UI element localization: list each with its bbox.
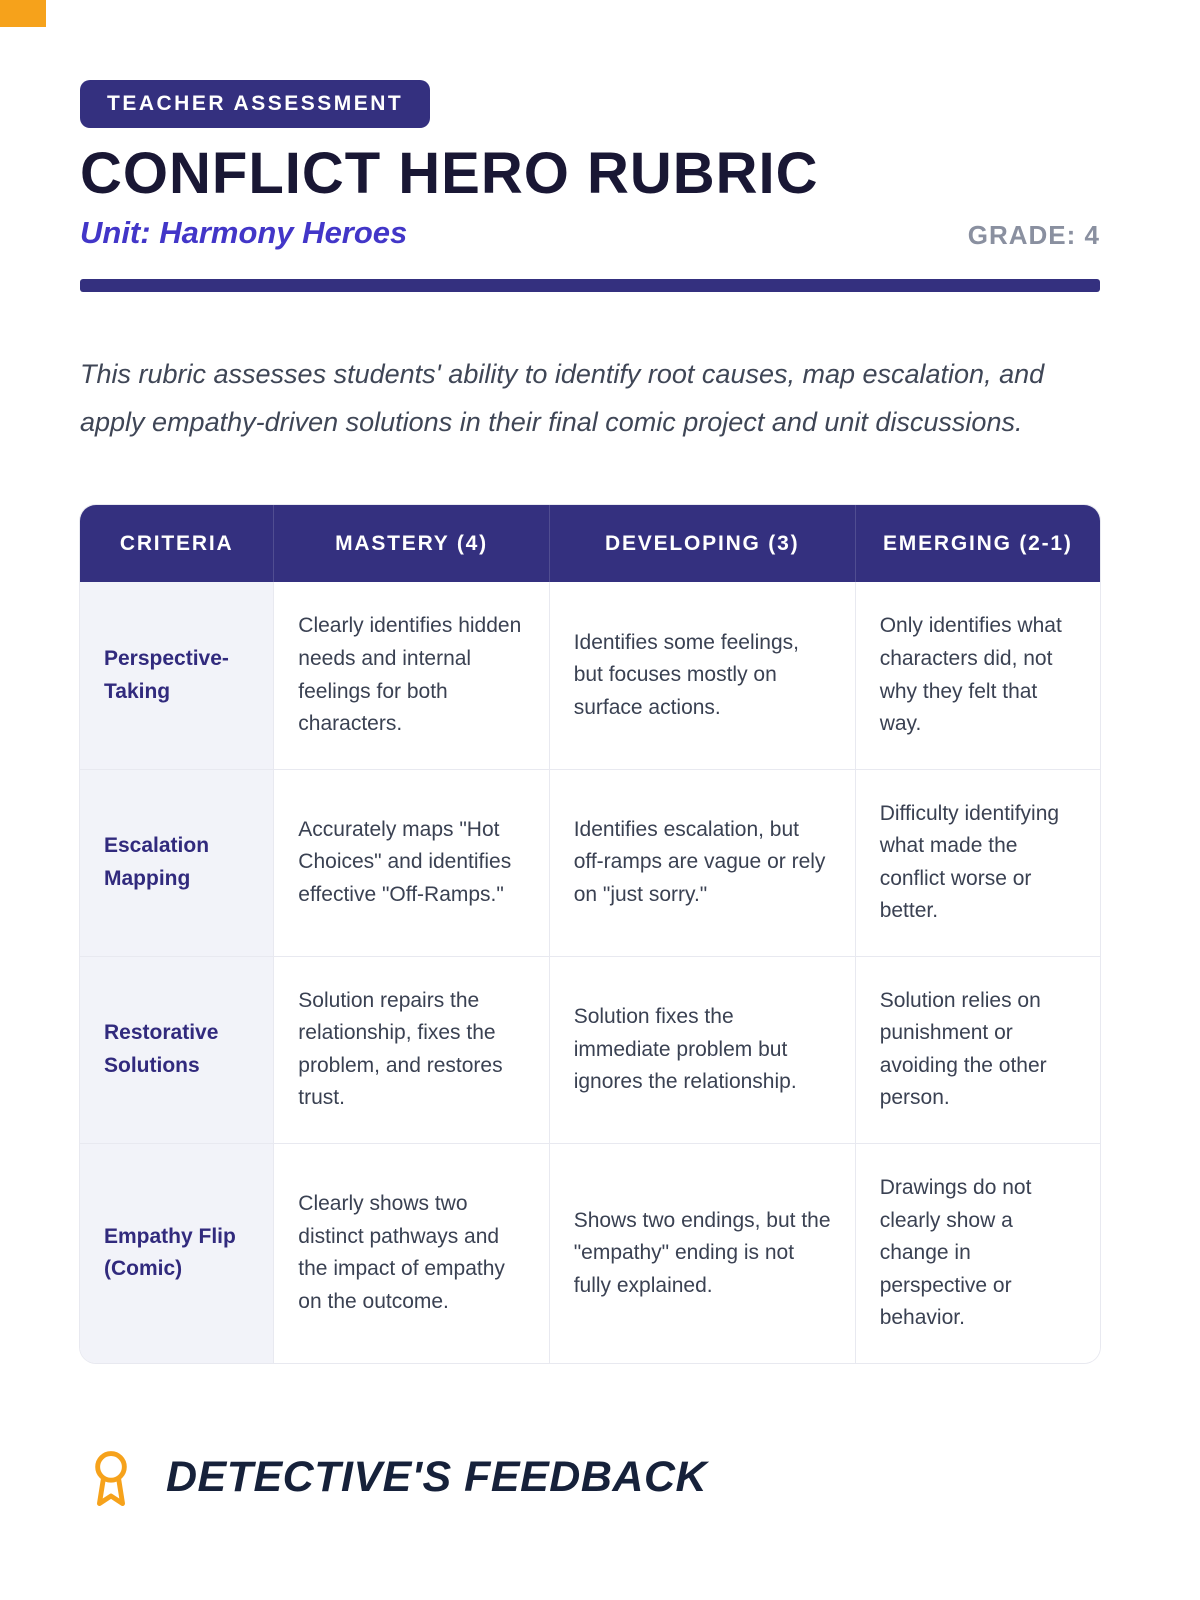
developing-cell: Identifies escalation, but off-ramps are vague or rely on "just sorry.": [549, 769, 855, 956]
table-row: [80, 769, 1100, 956]
table-header-row: [80, 505, 1100, 582]
mastery-cell: Accurately maps "Hot Choices" and identifies effective "Off-Ramps.": [274, 769, 549, 956]
subtitle-row: [80, 215, 1100, 251]
mastery-cell: Solution repairs the relationship, fixes the problem, and restores trust.: [274, 956, 549, 1143]
table-row: [80, 582, 1100, 769]
rubric-table: [80, 505, 1100, 1363]
column-header-emerging: EMERGING (2-1): [855, 505, 1100, 582]
feedback-heading: DETECTIVE'S FEEDBACK: [166, 1453, 708, 1502]
developing-cell: Shows two endings, but the "empathy" ending is not fully explained.: [549, 1144, 855, 1363]
feedback-section-header: [80, 1448, 1100, 1508]
emerging-cell: Drawings do not clearly show a change in perspective or behavior.: [855, 1144, 1100, 1363]
emerging-cell: Difficulty identifying what made the conflict worse or better.: [855, 769, 1100, 956]
column-header-criteria: CRITERIA: [80, 505, 274, 582]
mastery-cell: Clearly shows two distinct pathways and the impact of empathy on the outcome.: [274, 1144, 549, 1363]
rubric-description: This rubric assesses students' ability to identify root causes, map escalation, and apply empathy-driven solutions in their final comic project and unit discussions.: [80, 358, 1045, 438]
teacher-assessment-badge: TEACHER ASSESSMENT: [80, 80, 430, 128]
table-row: [80, 956, 1100, 1143]
unit-subtitle: Unit: Harmony Heroes: [80, 214, 408, 250]
developing-cell: Identifies some feelings, but focuses mostly on surface actions.: [549, 582, 855, 769]
developing-cell: Solution fixes the immediate problem but ignores the relationship.: [549, 956, 855, 1143]
criteria-cell: Restorative Solutions: [80, 956, 274, 1143]
emerging-cell: Solution relies on punishment or avoiding the other person.: [855, 956, 1100, 1143]
page-corner-accent: [0, 0, 46, 27]
divider-rule: [80, 279, 1100, 292]
table-row: [80, 1144, 1100, 1363]
emerging-cell: Only identifies what characters did, not why they felt that way.: [855, 582, 1100, 769]
rubric-table-wrapper: [80, 505, 1100, 1363]
column-header-developing: DEVELOPING (3): [549, 505, 855, 582]
criteria-cell: Empathy Flip (Comic): [80, 1144, 274, 1363]
column-header-mastery: MASTERY (4): [274, 505, 549, 582]
award-ribbon-icon: [84, 1448, 138, 1508]
mastery-cell: Clearly identifies hidden needs and internal feelings for both characters.: [274, 582, 549, 769]
page-title: CONFLICT HERO RUBRIC: [80, 141, 819, 206]
criteria-cell: Escalation Mapping: [80, 769, 274, 956]
grade-label: GRADE: 4: [967, 219, 1100, 250]
criteria-cell: Perspective-Taking: [80, 582, 274, 769]
